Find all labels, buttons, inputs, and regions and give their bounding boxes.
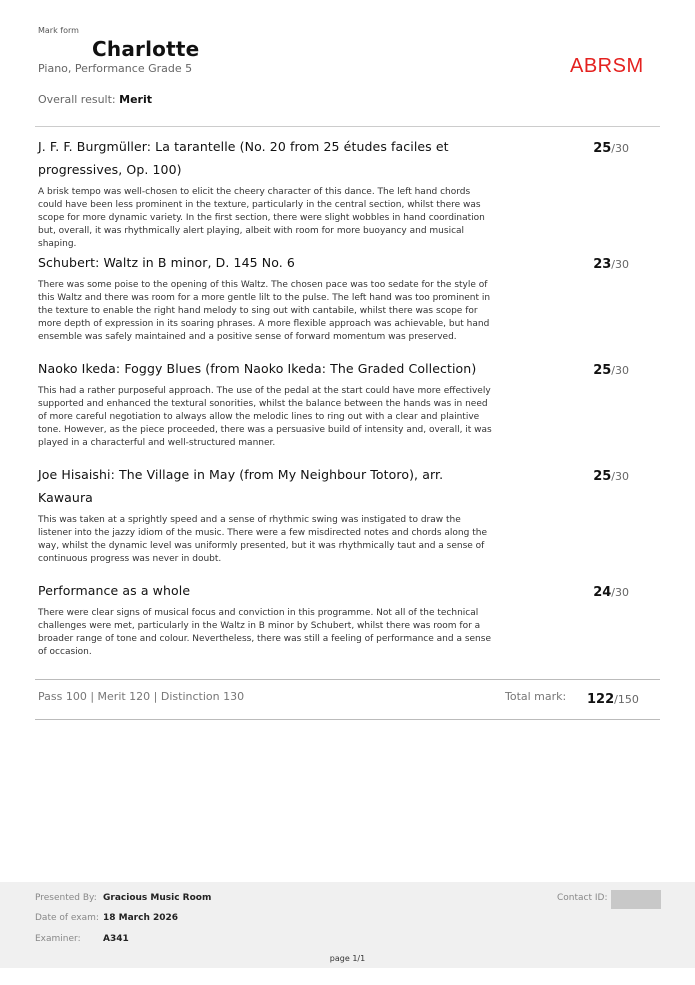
piece-mark: 25/30: [593, 363, 629, 378]
mark-form-label: Mark form: [38, 26, 79, 35]
overall-result: [38, 93, 152, 106]
examiner-label: Examiner:: [35, 934, 81, 944]
piece-comment: There was some poise to the opening of this Waltz. The chosen pace was too sedate for the style of this Waltz and there was room for a more gentle lilt to the pulse. The left hand was too prominent in the texture to enable the right hand melody to sing out with cantabile, whilst there was scope for more depth of expression in its soaring phrases. A more flexible approach was achievable, but hand ensemble was safely maintained and a positive sense of forward momentum was preserved.: [38, 280, 491, 342]
piece-title: J. F. F. Burgmüller: La tarantelle (No. 20 from 25 études faciles et progressives, Op. 100): [38, 139, 449, 177]
piece-title: Performance as a whole: [38, 583, 191, 598]
footer: [0, 882, 695, 968]
total-mark-label: Total mark:: [505, 690, 567, 703]
contact-id-redacted: [611, 890, 661, 909]
abrsm-logo: ABRSM: [570, 55, 644, 77]
overall-result-value: Merit: [119, 93, 153, 106]
total-mark: 122/150: [587, 692, 639, 707]
piece-section: [38, 579, 660, 659]
piece-mark: 25/30: [593, 141, 629, 156]
summary-divider-top: [35, 679, 660, 680]
piece-mark: 23/30: [593, 257, 629, 272]
piece-section: [38, 251, 660, 344]
page-number: page 1/1: [329, 954, 366, 963]
piece-mark: 24/30: [593, 585, 629, 600]
piece-title: Joe Hisaishi: The Village in May (from My Neighbour Totoro), arr. Kawaura: [38, 467, 444, 505]
piece-mark: 25/30: [593, 469, 629, 484]
piece-title: Schubert: Waltz in B minor, D. 145 No. 6: [38, 255, 295, 270]
piece-section: [38, 463, 660, 566]
piece-comment: There were clear signs of musical focus and conviction in this programme. Not all of the technical challenges were met, particularly in the Waltz in B minor by Schubert, whilst there was room for a broader range of tone and colour. Nevertheless, there was still a feeling of performance and a sense of occasion.: [38, 608, 491, 657]
top-divider: [35, 126, 660, 127]
exam-date-label: Date of exam:: [35, 913, 99, 923]
presented-by-label: Presented By:: [35, 893, 97, 903]
candidate-name: Charlotte: [92, 37, 200, 61]
piece-comment: This had a rather purposeful approach. The use of the pedal at the start could have more effectively supported and enhanced the textural sonorities, whilst the balance between the hands was in need of more careful negotiation to always allow the melodic lines to ring out with a clear and plaintive tone. However, as the piece proceeded, there was a persuasive build of intensity and, overall, it was played in a characterful and well-structured manner.: [38, 386, 492, 448]
piece-title: Naoko Ikeda: Foggy Blues (from Naoko Ikeda: The Graded Collection): [38, 361, 477, 376]
piece-comment: A brisk tempo was well-chosen to elicit the cheery character of this dance. The left hand chords could have been less prominent in the texture, particularly in the central section, whilst there was scope for more dynamic variety. In the first section, there were slight wobbles in hand coordination but, overall, it was rhythmically alert playing, albeit with room for more buoyancy and musical shaping.: [38, 187, 485, 249]
piece-section: [38, 357, 660, 450]
summary-divider-bottom: [35, 719, 660, 720]
presented-by-value: Gracious Music Room: [103, 893, 212, 903]
grade-thresholds: Pass 100 | Merit 120 | Distinction 130: [38, 690, 245, 703]
exam-grade: Piano, Performance Grade 5: [38, 62, 193, 75]
overall-result-label: Overall result:: [38, 93, 116, 106]
examiner-value: A341: [103, 934, 129, 944]
contact-id-label: Contact ID:: [557, 893, 608, 903]
piece-comment: This was taken at a sprightly speed and a sense of rhythmic swing was instigated to draw the listener into the jazzy idiom of the music. There were a few misdirected notes and chords along the way, whilst the dynamic level was uniformly presented, but it was rhythmically taut and a sense of continuous progress was never in doubt.: [38, 515, 487, 564]
piece-section: [38, 135, 660, 251]
exam-date-value: 18 March 2026: [103, 913, 179, 923]
